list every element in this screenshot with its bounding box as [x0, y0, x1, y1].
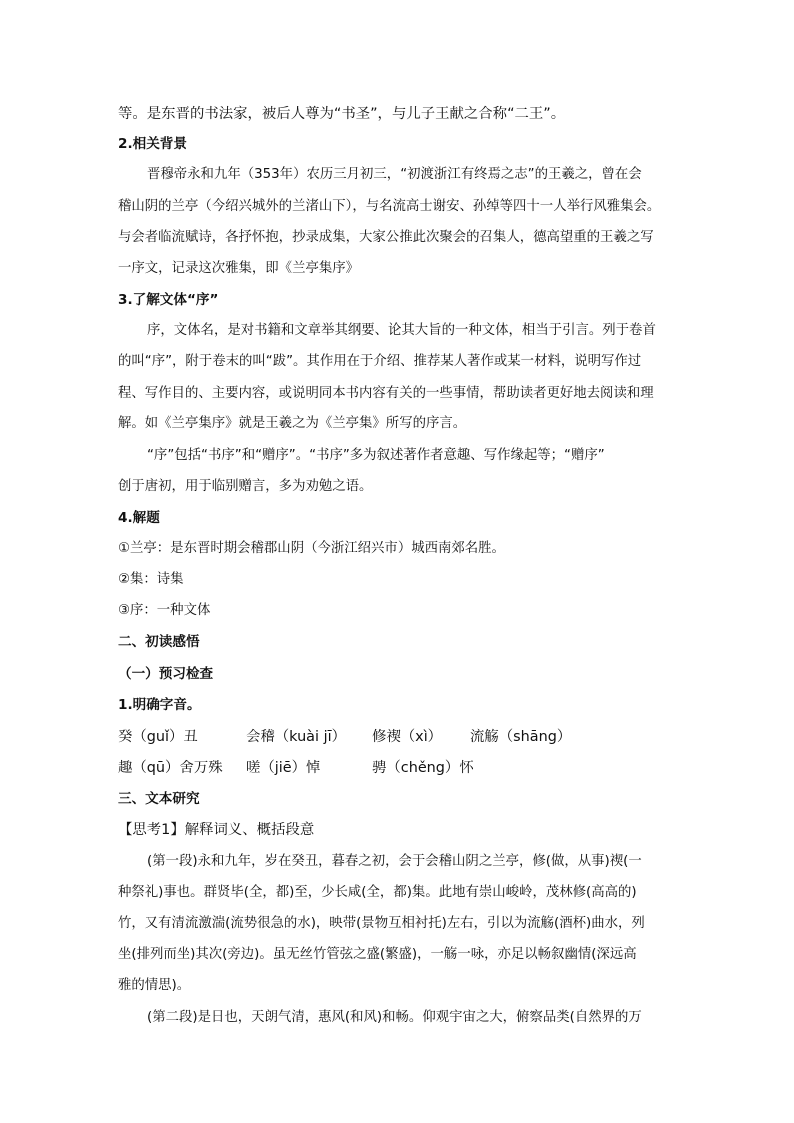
list-item: ①兰亭：是东晋时期会稽郡山阴（今浙江绍兴市）城西南郊名胜。 — [118, 541, 505, 556]
list-item: ②集：诗集 — [118, 572, 184, 587]
paragraph-line: 创于唐初，用于临别赠言，多为劝勉之语。 — [118, 479, 373, 494]
paragraph-line: (第一段)永和九年，岁在癸丑，暮春之初，会于会稽山阴之兰亭，修(做，从事)禊(一 — [147, 854, 642, 869]
paragraph-line: 解。如《兰亭集序》就是王羲之为《兰亭集》所写的序言。 — [118, 416, 467, 431]
paragraph-line: 坐(排列而坐)其次(旁边)。虽无丝竹管弦之盛(繁盛)，一觞一咏，亦足以畅叙幽情(深远高 — [118, 947, 637, 962]
paragraph-line: 程、写作目的、主要内容，或说明同本书内容有关的一些事情，帮助读者更好地去阅读和理 — [118, 386, 654, 401]
paragraph-line: (第二段)是日也，天朗气清，惠风(和风)和畅。仰观宇宙之大，俯察品类(自然界的万 — [147, 1010, 642, 1025]
section-heading: 1.明确字音。 — [118, 697, 201, 713]
pinyin-item: 修禊（xì） — [372, 729, 443, 745]
pinyin-item: 流觞（shāng） — [470, 729, 572, 745]
paragraph-line: 等。是东晋的书法家，被后人尊为“书圣”，与儿子王献之合称“二王”。 — [118, 106, 566, 122]
paragraph-line: 种祭礼)事也。群贤毕(全，都)至，少长咸(全，都)集。此地有崇山峻岭，茂林修(高高的) — [118, 885, 637, 900]
paragraph-line: 与会者临流赋诗，各抒怀抱，抄录成集，大家公推此次聚会的召集人，德高望重的王羲之写 — [118, 230, 654, 245]
paragraph-line: “序”包括“书序”和“赠序”。“书序”多为叙述著作者意趣、写作缘起等；“赠序” — [147, 448, 605, 463]
paragraph-line: 竹，又有清流激湍(流势很急的水)，映带(景物互相衬托)左右，引以为流觞(酒杯)曲水，列 — [118, 916, 645, 931]
section-heading: 二、初读感悟 — [118, 634, 200, 650]
pinyin-item: 癸（guǐ）丑 — [118, 729, 198, 745]
paragraph-line: 雅的情思)。 — [118, 978, 191, 993]
paragraph-line: 序，文体名，是对书籍和文章举其纲要、论其大旨的一种文体，相当于引言。列于卷首 — [147, 323, 656, 338]
section-heading: 2.相关背景 — [118, 136, 187, 152]
paragraph-line: 一序文，记录这次雅集，即《兰亭集序》 — [118, 261, 360, 276]
paragraph-line: 的叫“序”，附于卷末的叫“跋”。其作用在于介绍、推荐某人著作或某一材料，说明写作过 — [118, 354, 642, 369]
paragraph-line: 稽山阴的兰亭（今绍兴城外的兰渚山下），与名流高士谢安、孙绰等四十一人举行风雅集会。 — [118, 199, 661, 214]
pinyin-item: 趣（qū）舍万殊 — [118, 760, 223, 776]
pinyin-item: 骋（chěng）怀 — [372, 760, 474, 776]
paragraph-line: 晋穆帝永和九年（353年）农历三月初三，“初渡浙江有终焉之志”的王羲之，曾在会 — [147, 167, 642, 182]
exercise-heading: 【思考1】解释词义、概括段意 — [118, 822, 315, 838]
section-heading: 3.了解文体“序” — [118, 292, 219, 308]
section-heading: 4.解题 — [118, 510, 160, 526]
subsection-heading: （一）预习检查 — [118, 666, 214, 682]
section-heading: 三、文本研究 — [118, 791, 200, 807]
pinyin-item: 会稽（kuài jī） — [246, 729, 346, 745]
pinyin-item: 嗟（jiē）悼 — [246, 760, 321, 776]
list-item: ③序：一种文体 — [118, 603, 211, 618]
